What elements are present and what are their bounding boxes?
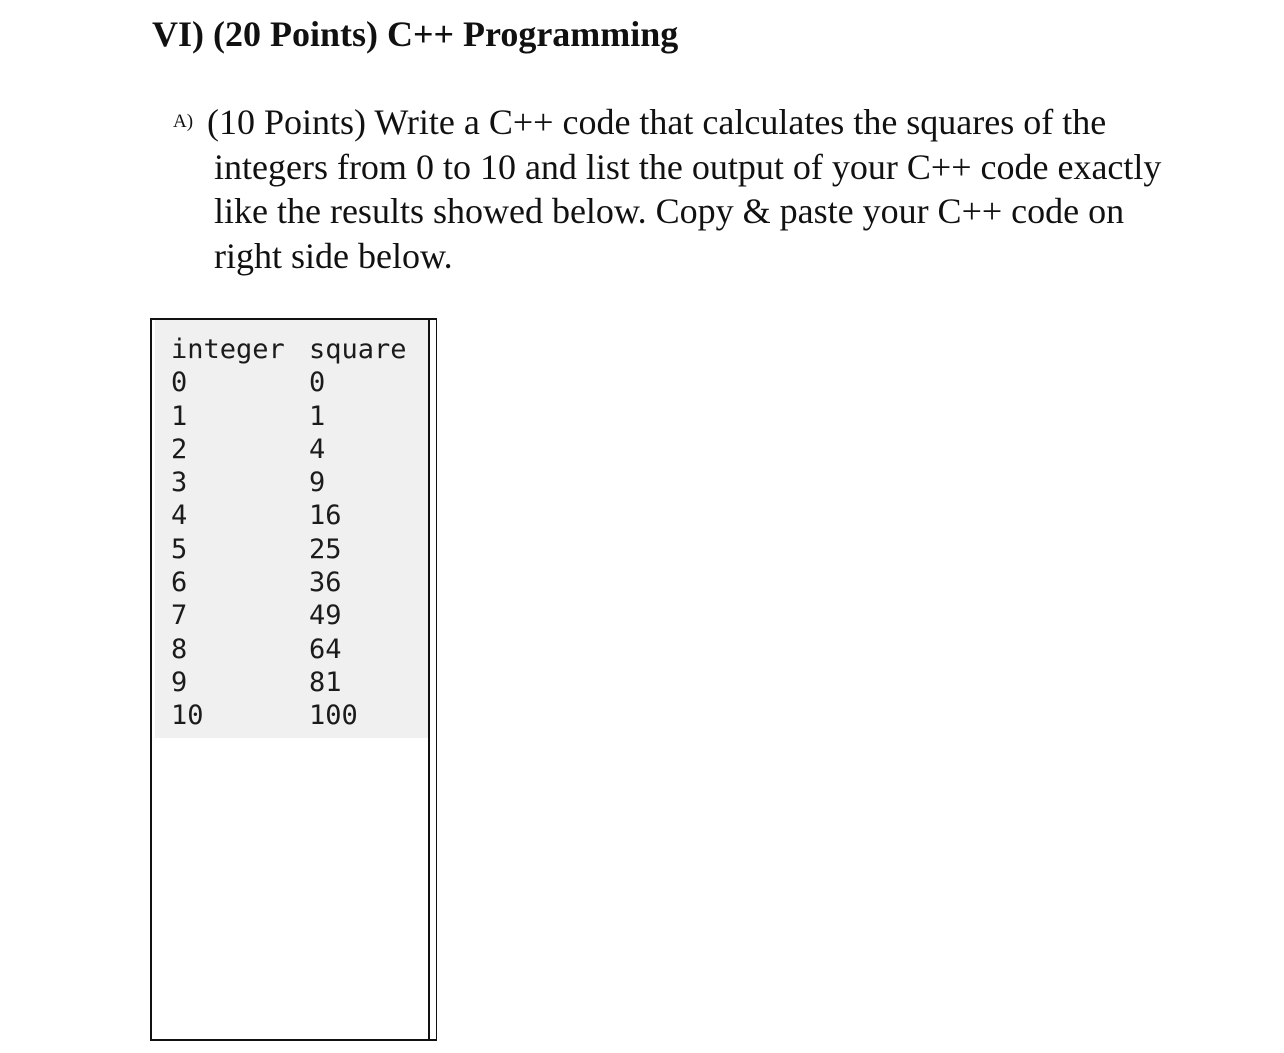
program-output-console	[155, 320, 428, 738]
output-row	[155, 400, 428, 433]
integer-value: 1	[171, 400, 188, 432]
question-marker: A)	[173, 111, 194, 132]
output-row	[155, 699, 428, 732]
square-value: 9	[309, 467, 326, 499]
integer-value: 5	[171, 533, 188, 565]
output-row	[155, 533, 428, 566]
output-header-row	[155, 333, 428, 366]
output-row	[155, 599, 428, 632]
integer-value: 4	[171, 500, 188, 532]
square-value: 1	[309, 400, 326, 432]
square-value: 64	[309, 633, 342, 665]
square-value: 36	[309, 567, 342, 599]
square-value: 100	[309, 700, 358, 732]
output-row	[155, 366, 428, 399]
square-value: 0	[309, 367, 326, 399]
square-value: 16	[309, 500, 342, 532]
integer-value: 8	[171, 633, 188, 665]
square-value: 4	[309, 433, 326, 465]
section-title: VI) (20 Points) C++ Programming	[152, 14, 679, 54]
output-row	[155, 633, 428, 666]
integer-value: 2	[171, 433, 188, 465]
output-table-frame	[150, 318, 437, 1041]
square-value: 49	[309, 600, 342, 632]
square-value: 25	[309, 533, 342, 565]
output-row	[155, 499, 428, 532]
integer-value: 10	[171, 700, 204, 732]
output-row	[155, 433, 428, 466]
square-value: 81	[309, 666, 342, 698]
column-header-square: square	[309, 334, 407, 365]
column-header-integer: integer	[171, 334, 285, 365]
output-row	[155, 566, 428, 599]
integer-value: 6	[171, 567, 188, 599]
question-text: (10 Points) Write a C++ code that calculates the squares of the integers from 0 to 10 and list the output of your C++ code exactly like the results showed below. Copy & paste your C++ code on right side below.	[207, 102, 1162, 276]
integer-value: 9	[171, 666, 188, 698]
output-row	[155, 666, 428, 699]
integer-value: 3	[171, 467, 188, 499]
integer-value: 7	[171, 600, 188, 632]
question-block	[173, 100, 1183, 278]
output-row	[155, 466, 428, 499]
integer-value: 0	[171, 367, 188, 399]
